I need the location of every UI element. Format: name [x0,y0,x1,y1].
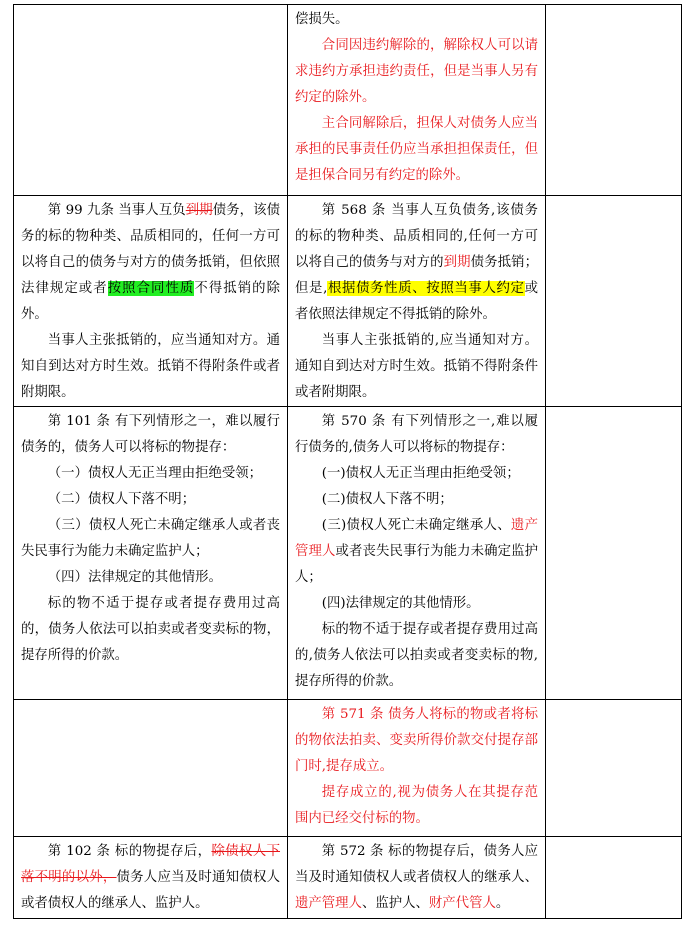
text-segment: 或者依照法律规定不得抵销的除外。 [295,281,538,322]
text-segment: 。 [495,896,510,911]
note-cell [546,196,682,407]
text-segment: 当事人主张抵销的,应当通知对方。通知自到达对方时生效。抵销不得附条件或者附期限。 [295,333,538,400]
old-text-cell [14,407,288,700]
added-text: 到期 [443,255,471,270]
note-cell [546,837,682,919]
paragraph [295,198,538,328]
text-segment: 或者丧失民事行为能力未确定监护人； [295,544,539,585]
text-segment: （一）债权人无正当理由拒绝受领； [47,466,263,481]
text-segment: 第 101 条 有下列情形之一，难以履行债务的，债务人可以将标的物提存： [21,414,280,455]
text-segment: (二)债权人下落不明； [321,492,453,507]
note-cell [546,5,682,196]
paragraph [295,111,538,189]
added-text: 提存成立的,视为债务人在其提存范围内已经交付标的物。 [295,785,538,826]
text-segment: 债务抵销；但是, [295,255,539,296]
paragraph [21,487,280,513]
text-segment: 不得抵销的除外。 [21,281,281,322]
text-segment: 第 102 条 标的物提存后， [47,844,212,859]
paragraph [295,7,538,33]
added-text: 第 571 条 债务人将标的物或者将标的物依法拍卖、变卖所得价款交付提存部门时,提存成立。 [295,707,538,774]
old-text-cell [14,837,288,919]
added-text: 合同因违约解除的，解除权人可以请求违约方承担违约责任，但是当事人另有约定的除外。 [295,38,538,105]
paragraph [21,839,280,917]
highlighted-text: 根据债务性质、按照当事人约定 [327,281,525,296]
text-segment: (三)债权人死亡未确定继承人、 [321,518,511,533]
paragraph [21,198,280,328]
old-text-cell [14,700,288,837]
text-segment: 偿损失。 [295,12,349,27]
text-segment: 第 570 条 有下列情形之一,难以履行债务的,债务人可以将标的物提存： [295,414,538,455]
text-segment: 标的物不适于提存或者提存费用过高的,债务人依法可以拍卖或者变卖标的物,提存所得的价款。 [295,622,538,689]
text-segment: (四)法律规定的其他情形。 [321,596,480,611]
paragraph [295,461,538,487]
new-text-cell [288,837,546,919]
old-text-cell [14,196,288,407]
table-row [14,837,682,919]
deleted-text: 到期 [185,203,213,218]
paragraph [295,328,538,406]
text-segment: 标的物不适于提存或者提存费用过高的，债务人依法可以拍卖或者变卖标的物，提存所得的价款。 [21,596,280,663]
new-text-cell [288,5,546,196]
text-segment: （三）债权人死亡未确定继承人或者丧失民事行为能力未确定监护人； [21,518,280,559]
added-text: 遗产管理人 [295,518,539,559]
table-row [14,700,682,837]
highlighted-text: 按照合同性质 [107,281,195,296]
old-text-cell [14,5,288,196]
text-segment: 第 572 条 标的物提存后，债务人应当及时通知债权人或者债权人的继承人、 [295,844,538,885]
table-row [14,407,682,700]
paragraph [295,839,538,917]
paragraph [21,409,280,461]
table-row [14,5,682,196]
paragraph [295,702,538,780]
new-text-cell [288,196,546,407]
deleted-text: 除债权人下落不明的以外， [21,844,281,885]
comparison-table [13,4,682,919]
new-text-cell [288,700,546,837]
paragraph [21,591,280,669]
text-segment: 债务人应当及时通知债权人或者债权人的继承人、监护人。 [21,870,280,911]
paragraph [295,487,538,513]
paragraph [295,617,538,695]
paragraph [295,513,538,591]
paragraph [21,461,280,487]
paragraph [295,591,538,617]
note-cell [546,700,682,837]
paragraph [295,780,538,832]
text-segment: 、监护人、 [361,896,429,911]
text-segment: 第 568 条 当事人互负债务,该债务的标的物种类、品质相同的,任何一方可以将自己的债务与对方的 [295,203,538,270]
new-text-cell [288,407,546,700]
paragraph [21,513,280,565]
text-segment: 当事人主张抵销的，应当通知对方。通知自到达对方时生效。抵销不得附条件或者附期限。 [21,333,280,400]
added-text: 主合同解除后，担保人对债务人应当承担的民事责任仍应当承担担保责任，但是担保合同另有约定的除外。 [295,116,538,183]
paragraph [295,33,538,111]
paragraph [21,328,280,406]
table-row [14,196,682,407]
paragraph [295,409,538,461]
added-text: 财产代管人 [428,896,496,911]
added-text: 遗产管理人 [295,896,362,911]
text-segment: （二）债权人下落不明； [47,492,196,507]
text-segment: 债务，该债务的标的物种类、品质相同的，任何一方可以将自己的债务与对方的债务抵销，但依照法律规定或者 [21,203,281,296]
text-segment: 第 99 九条 当事人互负 [47,203,186,218]
note-cell [546,407,682,700]
text-segment: （四）法律规定的其他情形。 [47,570,222,585]
paragraph [21,565,280,591]
text-segment: (一)债权人无正当理由拒绝受领； [321,466,520,481]
